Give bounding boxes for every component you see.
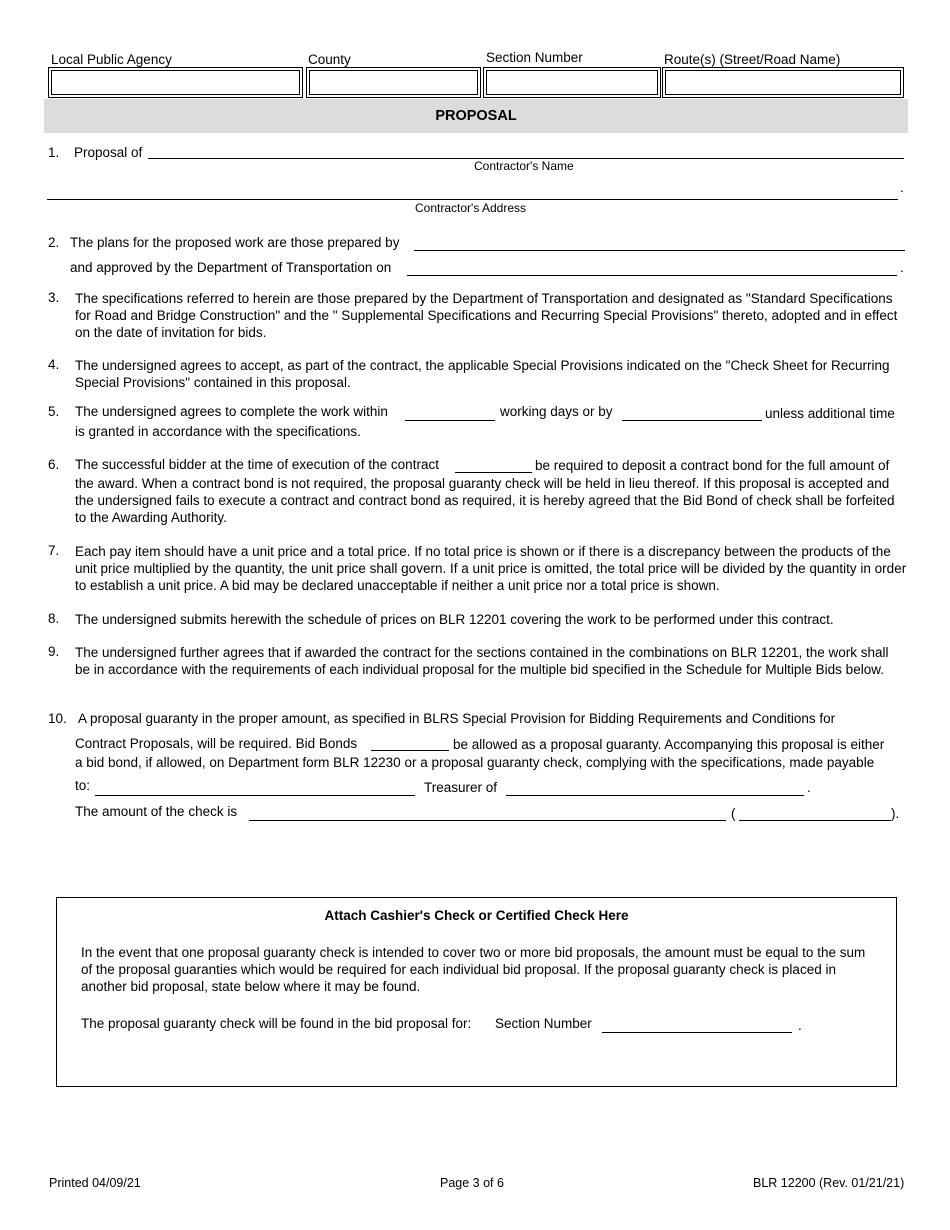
item-10-text-d: a bid bond, if allowed, on Department form BLR 12230 or a proposal guaranty check, complying with the specifications, made payable — [75, 755, 875, 770]
item-2-text-a: The plans for the proposed work are those prepared by — [70, 235, 400, 250]
item-10-text-a: A proposal guaranty in the proper amount, as specified in BLRS Special Provision for Bidding Requirements and Conditions for — [78, 711, 836, 726]
check-box-period: . — [798, 1018, 802, 1033]
item-3-number: 3. — [48, 290, 60, 305]
check-section-label: Section Number — [495, 1016, 592, 1031]
contractor-name-caption: Contractor's Name — [474, 159, 574, 173]
item-5-text-d: is granted in accordance with the specifications. — [75, 424, 361, 439]
check-amount-figures-field[interactable] — [739, 820, 891, 821]
check-attachment-box — [56, 897, 897, 1087]
item-6-text-b: be required to deposit a contract bond for the full amount of — [535, 458, 890, 473]
page-number: Page 3 of 6 — [440, 1176, 504, 1190]
item-10-period: . — [807, 780, 811, 795]
working-days-field[interactable] — [405, 420, 495, 421]
treasurer-label: Treasurer of — [424, 780, 498, 795]
item-8-number: 8. — [48, 611, 60, 626]
local-public-agency-label: Local Public Agency — [51, 52, 172, 67]
printed-date: Printed 04/09/21 — [49, 1176, 141, 1190]
treasurer-of-field[interactable] — [506, 795, 804, 796]
item-3-text: The specifications referred to herein are those prepared by the Department of Transportation and designated as "Standard Specifications for Road and Bridge Construction" and the " Supplemental Specifications and Recurring Special Provisions" thereto, adopted and in effect on the date of invitation for bids. — [75, 291, 898, 340]
open-paren: ( — [731, 806, 736, 821]
check-amount-words-field[interactable] — [249, 820, 726, 821]
item-8-text: The undersigned submits herewith the schedule of prices on BLR 12201 covering the work to be performed under this contract. — [75, 612, 834, 627]
item-9-text: The undersigned further agrees that if awarded the contract for the sections contained in the combinations on BLR 12201, the work shall be in accordance with the requirements of each individual proposal for the multiple bid specified in the Schedule for Multiple Bids below. — [75, 645, 889, 677]
item-1-period: . — [900, 180, 904, 195]
local-public-agency-field[interactable] — [48, 67, 303, 98]
item-5-text-b: working days or by — [500, 404, 613, 419]
item-5-text-a: The undersigned agrees to complete the work within — [75, 404, 388, 419]
item-5-number: 5. — [48, 404, 60, 419]
item-4-text: The undersigned agrees to accept, as part of the contract, the applicable Special Provisions indicated on the "Check Sheet for Recurring Special Provisions" contained in this proposal. — [75, 358, 890, 390]
section-number-field[interactable] — [483, 67, 661, 98]
completion-date-field[interactable] — [622, 420, 762, 421]
item-2-number: 2. — [48, 235, 60, 250]
close-paren: ). — [891, 806, 900, 821]
payable-to-field[interactable] — [95, 795, 415, 796]
contract-bond-will-field[interactable] — [455, 472, 532, 473]
item-6-number: 6. — [48, 457, 60, 472]
item-6-text-a: The successful bidder at the time of execution of the contract — [75, 457, 439, 472]
item-9-number: 9. — [48, 644, 60, 659]
bid-bonds-will-field[interactable] — [371, 750, 449, 751]
item-10-number: 10. — [48, 711, 67, 726]
section-number-label: Section Number — [486, 50, 583, 65]
item-1-text: Proposal of — [74, 145, 143, 160]
check-amount-label: The amount of the check is — [75, 804, 238, 819]
county-field[interactable] — [306, 67, 481, 98]
item-2-text-b: and approved by the Department of Transportation on — [70, 260, 392, 275]
item-6-text-c: the award. When a contract bond is not required, the proposal guaranty check will be held in lieu thereof. If this proposal is accepted and the undersigned fails to execute a contract and contract bond as required, it is hereby agreed that the Bid Bond of check shall be forfeited to the Awarding Authority. — [75, 476, 895, 525]
item-7-number: 7. — [48, 543, 60, 558]
check-found-text: The proposal guaranty check will be found in the bid proposal for: — [81, 1016, 472, 1031]
item-10-to-label: to: — [75, 778, 91, 793]
item-4-number: 4. — [48, 357, 60, 372]
county-label: County — [308, 52, 351, 67]
item-10-text-b: Contract Proposals, will be required. Bid Bonds — [75, 736, 358, 751]
plans-prepared-by-field[interactable] — [414, 250, 905, 251]
item-2-period: . — [900, 260, 904, 275]
item-1-number: 1. — [48, 145, 60, 160]
form-number: BLR 12200 (Rev. 01/21/21) — [753, 1176, 905, 1190]
check-box-text: In the event that one proposal guaranty check is intended to cover two or more bid proposals, the amount must be equal to the sum of the proposal guaranties which would be required for each individual bid proposal. If the proposal guaranty check is placed in another bid proposal, state below where it may be found. — [81, 945, 866, 994]
item-7-text: Each pay item should have a unit price and a total price. If no total price is shown or if there is a discrepancy between the products of the unit price multiplied by the quantity, the unit price shall govern. If a unit price is omitted, the total price will be divided by the quantity in order to establish a unit price. A bid may be declared unacceptable if neither a unit price nor a total price is shown. — [75, 544, 907, 593]
item-10-text-c: be allowed as a proposal guaranty. Accompanying this proposal is either — [453, 737, 885, 752]
routes-field[interactable] — [662, 67, 904, 98]
approved-date-field[interactable] — [407, 275, 897, 276]
contractor-address-field[interactable] — [47, 199, 898, 200]
check-section-number-field[interactable] — [602, 1032, 792, 1033]
item-5-text-c: unless additional time — [765, 406, 895, 421]
check-box-title: Attach Cashier's Check or Certified Check Here — [324, 908, 629, 923]
page-title: PROPOSAL — [44, 99, 908, 133]
contractor-address-caption: Contractor's Address — [415, 201, 527, 215]
routes-label: Route(s) (Street/Road Name) — [664, 52, 841, 67]
